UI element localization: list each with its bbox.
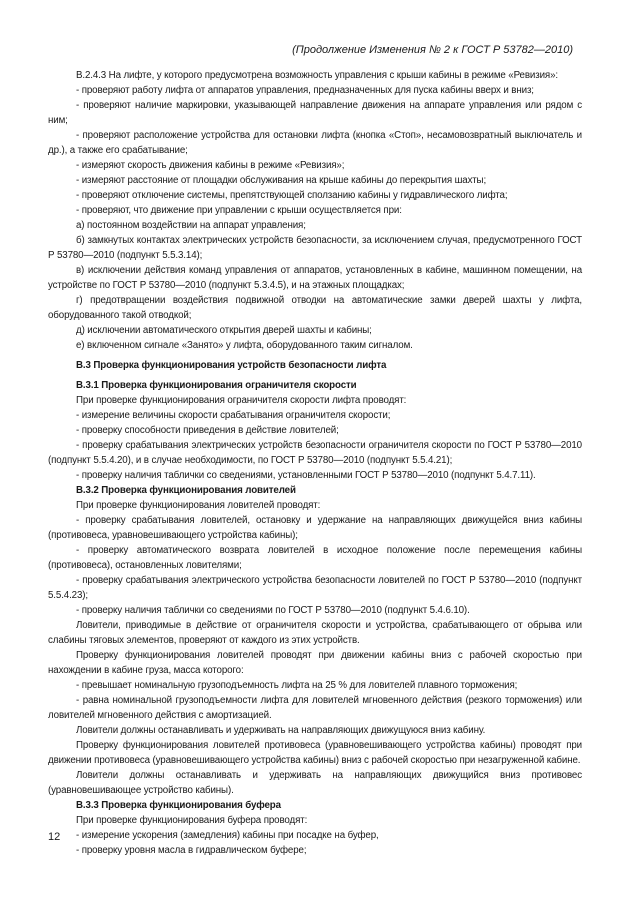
document-body	[48, 68, 582, 858]
page-header: (Продолжение Изменения № 2 к ГОСТ Р 53782—2010)	[292, 44, 573, 56]
list-item: б) замкнутых контактах электрических устройств безопасности, за исключением случая, предусмотренного ГОСТ Р 53780—2010 (подпункт 5.5.3.14);	[48, 235, 582, 261]
list-item: - измерение величины скорости срабатывания ограничителя скорости;	[76, 410, 391, 421]
list-item: - измеряют расстояние от площадки обслуживания на крыше кабины до перекрытия шахты;	[76, 175, 487, 186]
paragraph: Проверку функционирования ловителей проводят при движении кабины вниз с рабочей скоростью при нахождении в кабине груза, масса которого:	[48, 650, 582, 676]
paragraph: Ловители должны останавливать и удерживать на направляющих движущийся вниз противовес (уравновешивающее устройство кабины).	[48, 770, 582, 796]
list-item: - измеряют скорость движения кабины в режиме «Ревизия»;	[76, 160, 345, 171]
subsection-heading-b3-3: В.3.3 Проверка функционирования буфера	[76, 800, 281, 811]
clause-b-2-4-3: В.2.4.3 На лифте, у которого предусмотрена возможность управления с крыши кабины в режиме «Ревизия»:	[76, 70, 558, 81]
list-item: - проверку срабатывания электрического устройства безопасности ловителей по ГОСТ Р 53780—2010 (подпункт 5.5.4.23);	[48, 575, 582, 601]
list-item: - измерение ускорения (замедления) кабины при посадке на буфер,	[76, 830, 379, 841]
list-item: - проверку автоматического возврата ловителей в исходное положение после перемещения кабины (противовеса), остановленных ловителями;	[48, 545, 582, 571]
list-item: - проверку наличия таблички со сведениями по ГОСТ Р 53780—2010 (подпункт 5.4.6.10).	[76, 605, 470, 616]
list-item: - проверку срабатывания электрических устройств безопасности ограничителя скорости по ГОСТ Р 53780—2010 (подпункт 5.5.4.20), и в случае необходимости, по ГОСТ Р 53780—2010 (подпункт 5.5.4.21);	[48, 440, 582, 466]
list-item: - равна номинальной грузоподъемности лифта для ловителей мгновенного действия (резкого торможения) или ловителей мгновенного действия с амортизацией.	[48, 695, 582, 721]
list-item: - проверяют отключение системы, препятствующей сползанию кабины у гидравлического лифта;	[76, 190, 508, 201]
paragraph: При проверке функционирования ловителей проводят:	[76, 500, 321, 511]
paragraph: Ловители, приводимые в действие от ограничителя скорости и устройства, срабатывающего от обрыва или слабины тяговых элементов, проверяют от каждого из этих устройств.	[48, 620, 582, 646]
subsection-heading-b3-2: В.3.2 Проверка функционирования ловителей	[76, 485, 296, 496]
list-item: е) включенном сигнале «Занято» у лифта, оборудованного таким сигналом.	[76, 340, 413, 351]
list-item: - проверяют, что движение при управлении с крыши осуществляется при:	[76, 205, 402, 216]
list-item: - проверку способности приведения в действие ловителей;	[76, 425, 339, 436]
section-heading-b3: В.3 Проверка функционирования устройств безопасности лифта	[76, 360, 387, 371]
list-item: - превышает номинальную грузоподъемность лифта на 25 % для ловителей плавного торможения;	[76, 680, 518, 691]
list-item: г) предотвращении воздействия подвижной отводки на автоматические замки дверей шахты у лифта, оборудованного такой отводкой;	[48, 295, 582, 321]
paragraph: При проверке функционирования ограничителя скорости лифта проводят:	[76, 395, 407, 406]
paragraph: Проверку функционирования ловителей противовеса (уравновешивающего устройства кабины) проводят при движении противовеса (уравновешивающего устройства кабины) вниз с рабочей скоростью при незагруженной кабине.	[48, 740, 582, 766]
page-number: 12	[48, 831, 61, 843]
list-item: - проверяют работу лифта от аппаратов управления, предназначенных для пуска кабины вверх и вниз;	[76, 85, 534, 96]
list-item: а) постоянном воздействии на аппарат управления;	[76, 220, 306, 231]
list-item: - проверяют наличие маркировки, указывающей направление движения на аппарате управления или рядом с ним;	[48, 100, 582, 126]
list-item: в) исключении действия команд управления от аппаратов, установленных в кабине, машинном помещении, на устройстве по ГОСТ Р 53780—2010 (подпункт 5.3.4.5), и на этажных площадках;	[48, 265, 582, 291]
list-item: - проверку наличия таблички со сведениями, установленными ГОСТ Р 53780—2010 (подпункт 5.4.7.11).	[76, 470, 536, 481]
paragraph: При проверке функционирования буфера проводят:	[76, 815, 308, 826]
list-item: - проверяют расположение устройства для остановки лифта (кнопка «Стоп», несамовозвратный выключатель и др.), а также его срабатывание;	[48, 130, 582, 156]
subsection-heading-b3-1: В.3.1 Проверка функционирования ограничителя скорости	[76, 380, 357, 391]
list-item: - проверку уровня масла в гидравлическом буфере;	[76, 845, 307, 856]
list-item: д) исключении автоматического открытия дверей шахты и кабины;	[76, 325, 372, 336]
paragraph: Ловители должны останавливать и удерживать на направляющих движущуюся вниз кабину.	[76, 725, 486, 736]
list-item: - проверку срабатывания ловителей, остановку и удержание на направляющих движущейся вниз кабины (противовеса, уравновешивающего устройства кабины);	[48, 515, 582, 541]
